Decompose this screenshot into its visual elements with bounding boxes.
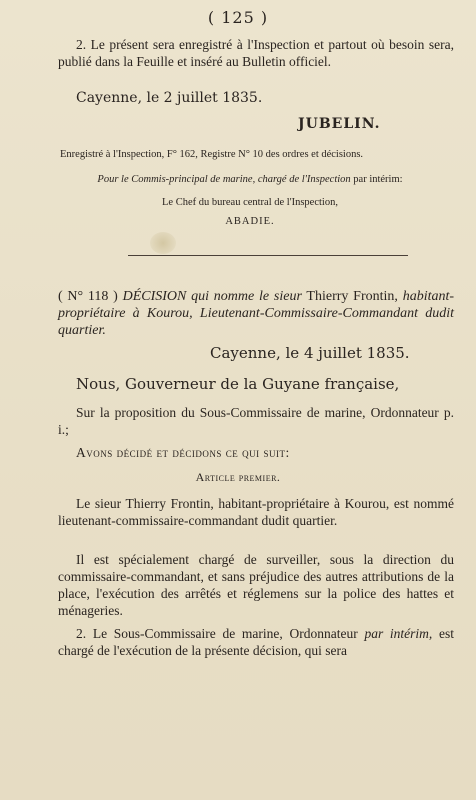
pour-commis-suffix: par intérim: (350, 174, 403, 185)
section-divider (128, 255, 408, 256)
pour-commis-line (40, 174, 460, 185)
decision-nominee: Thierry Frontin, (306, 289, 398, 304)
decision-heading (58, 288, 454, 339)
governor-line: Nous, Gouverneur de la Guyane française, (76, 375, 400, 393)
decision-title-rest: habitant-propriétaire à Kourou, Lieutenant-Commissaire-Commandant dudit quartier. (58, 289, 455, 338)
article2-paragraph (58, 625, 454, 659)
proposal-line: Sur la proposition du Sous-Commissaire de marine, Ordonnateur p. i.; (58, 405, 454, 437)
page-number: ( 125 ) (207, 8, 269, 27)
decision-dateline: Cayenne, le 4 juillet 1835. (210, 344, 410, 362)
decision-number: ( N° 118 ) (58, 289, 118, 304)
article2-italic: par intérim, (364, 626, 433, 641)
decided-line: Avons décidé et décidons ce qui suit: (76, 445, 290, 460)
decision-title-prefix: DÉCISION qui nomme le sieur (122, 289, 302, 304)
article1-paragraph1: Le sieur Thierry Frontin, habitant-propriétaire à Kourou, est nommé lieutenant-commissaire-commandant dudit quartier. (58, 496, 454, 528)
paper-stain (150, 232, 176, 254)
previous-article-2: 2. Le présent sera enregistré à l'Inspection et partout où besoin sera, publié dans la Feuille et inséré au Bulletin officiel. (58, 37, 454, 69)
signature-jubelin: JUBELIN. (298, 116, 381, 132)
article1-paragraph2: Il est spécialement chargé de surveiller, sous la direction du commissaire-commandant, et sans préjudice des autres attributions de la place, l'exécution des arrêtés et réglemens sur la police des hattes et ménageries. (58, 552, 454, 618)
chef-name: ABADIE. (225, 216, 275, 227)
article2-start: 2. Le Sous-Commissaire de marine, Ordonnateur (76, 626, 358, 641)
pour-commis-prefix: Pour le Commis-principal de marine, chargé de l'Inspection (97, 174, 351, 185)
article-heading: Article premier. (195, 470, 281, 484)
registration-note: Enregistré à l'Inspection, F° 162, Registre N° 10 des ordres et décisions. (60, 149, 364, 160)
previous-dateline: Cayenne, le 2 juillet 1835. (76, 90, 263, 106)
article2-rest: est chargé de l'exécution de la présente décision, qui sera (58, 626, 455, 658)
chef-line: Le Chef du bureau central de l'Inspection, (162, 197, 338, 208)
